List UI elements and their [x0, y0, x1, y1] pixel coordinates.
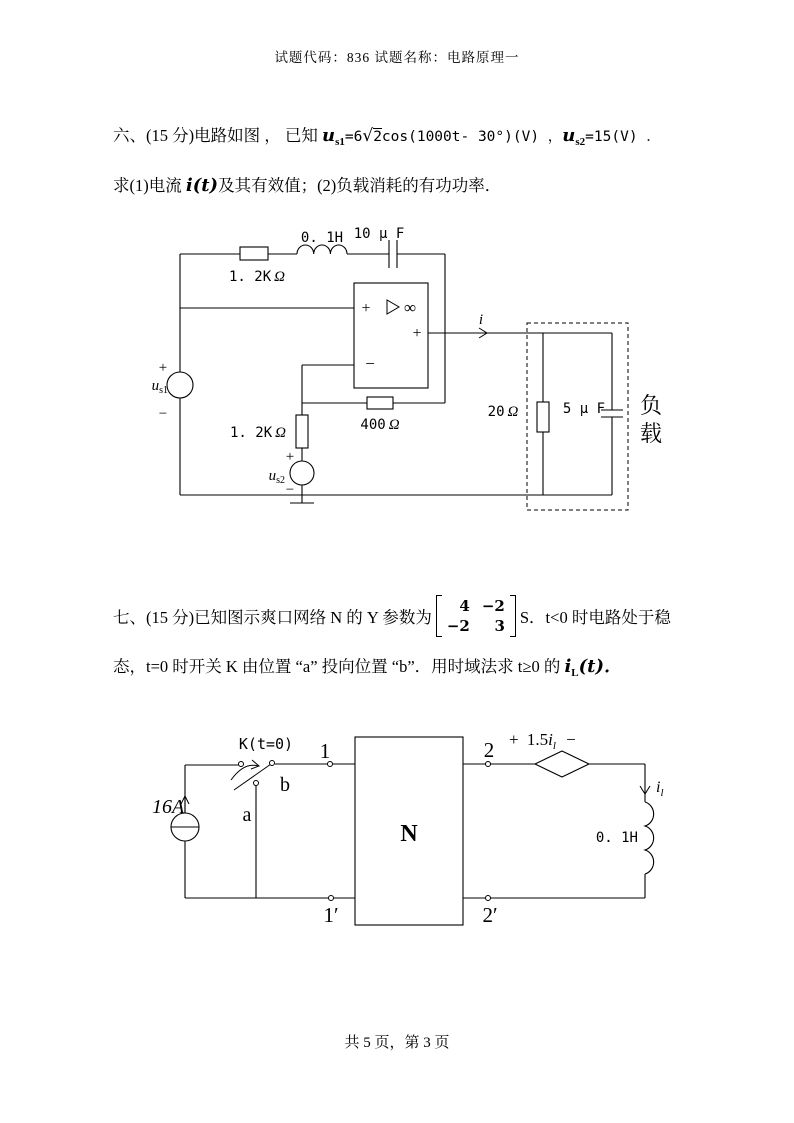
q6-line2-a: 求(1)电流: [113, 176, 186, 195]
switch-blade: [234, 764, 271, 790]
label-r-mid: 1. 2K Ω: [229, 425, 287, 441]
q6-radicand: 2: [373, 129, 382, 145]
q7-line2: [113, 652, 622, 679]
q7-lead: 七、(15 分)已知图示爽口网络 N 的 Y 参数为: [113, 608, 432, 627]
us2-plus: +: [285, 449, 295, 465]
label-terminal-1: 1: [319, 739, 331, 763]
source-us1: [167, 372, 193, 398]
label-switch: K(t=0): [238, 735, 294, 753]
us2-minus: −: [285, 482, 295, 498]
matrix-12: −2: [481, 597, 505, 615]
switch-contact-b: [270, 761, 275, 766]
label-c-top: 10 μ F: [353, 226, 405, 242]
label-us2: us2: [268, 468, 285, 486]
q7-il-post: (t)．: [578, 656, 622, 677]
q6-us1-var: u: [322, 125, 336, 146]
q6-us2-var: u: [562, 125, 576, 146]
load-label-1: 负: [639, 393, 663, 418]
label-current-i: i: [478, 312, 484, 328]
label-il-current: $i_l$: [656, 779, 664, 799]
inductor-0-1H: [645, 802, 654, 874]
capacitor-top: [389, 240, 397, 268]
resistor-feedback: [367, 397, 393, 409]
exam-header: 试题代码：836 试题名称：电路原理一: [274, 50, 520, 65]
label-inductor: 0. 1H: [595, 830, 638, 846]
label-us1: us1: [151, 378, 168, 396]
label-dependent-source: + $1.5i_l$ −: [509, 730, 576, 752]
terminal-1-prime: [329, 896, 334, 901]
label-r-feedback: 400 Ω: [360, 417, 400, 433]
page-footer: 共 5 页，第 3 页: [344, 1035, 450, 1051]
circuit7-diagram: [125, 715, 685, 940]
opamp-minus-input: −: [365, 354, 375, 373]
label-r-load: 20 Ω: [487, 404, 519, 420]
label-terminal-2-prime: 2′: [482, 903, 498, 927]
q7-line1: [113, 590, 671, 642]
q6-line2: [113, 172, 501, 196]
label-source-16A: 16A: [152, 796, 185, 818]
switch-contact-left: [239, 762, 244, 767]
y-parameter-matrix: [436, 595, 516, 637]
resistor-top: [240, 247, 268, 260]
q7-after-matrix: S．t<0 时电路处于稳: [519, 608, 671, 627]
q6-eq2: cos(1000t- 30°)(V) ，: [381, 129, 563, 145]
label-c-load: 5 μ F: [562, 401, 606, 417]
opamp-plus-input: +: [361, 300, 371, 317]
us1-minus: −: [158, 406, 168, 422]
matrix-21: −2: [446, 617, 470, 635]
load-label-2: 载: [639, 421, 663, 446]
resistor-mid: [296, 415, 308, 448]
q7-il-sub: L: [571, 667, 579, 679]
q7-line2-a: 态，t=0 时开关 K 由位置 “a” 投向位置 “b”．用时域法求 t≥0 的: [113, 657, 565, 676]
q6-us1-sub: s1: [335, 136, 345, 148]
opamp-infinity: ∞: [403, 298, 417, 317]
label-terminal-1-prime: 1′: [323, 903, 339, 927]
matrix-22: 3: [494, 617, 505, 635]
terminal-2: [486, 762, 491, 767]
q7-il-var: i: [564, 656, 572, 677]
label-r-top: 1. 2K Ω: [228, 269, 286, 285]
us1-plus: +: [158, 360, 168, 376]
resistor-load: [537, 402, 549, 432]
q6-it-var: i(t): [185, 175, 219, 196]
opamp-output-plus: +: [412, 325, 422, 342]
dependent-source-diamond: [535, 751, 589, 777]
label-l-top: 0. 1H: [300, 230, 344, 246]
q6-us2-eq: =15(V) ．: [585, 129, 661, 145]
label-terminal-2: 2: [483, 738, 495, 762]
q6-lead: 六、(15 分)电路如图 ， 已知: [113, 126, 322, 145]
switch-arrow-icon: [251, 760, 259, 769]
sqrt-icon: √: [362, 126, 374, 146]
label-network-N: N: [400, 821, 418, 847]
terminal-2-prime: [486, 896, 491, 901]
label-position-a: a: [242, 804, 252, 826]
matrix-right-bracket: [510, 595, 516, 637]
q6-us2-sub: s2: [575, 136, 586, 148]
label-position-b: b: [280, 774, 290, 796]
inductor-top: [297, 245, 347, 254]
matrix-11: 4: [459, 597, 470, 615]
q6-line1: [113, 122, 661, 148]
switch-contact-a: [254, 781, 259, 786]
q6-line2-b: 及其有效值；(2)负载消耗的有功功率．: [218, 176, 502, 195]
circuit6-diagram: [125, 215, 680, 515]
q6-eq1: =6: [344, 129, 363, 145]
